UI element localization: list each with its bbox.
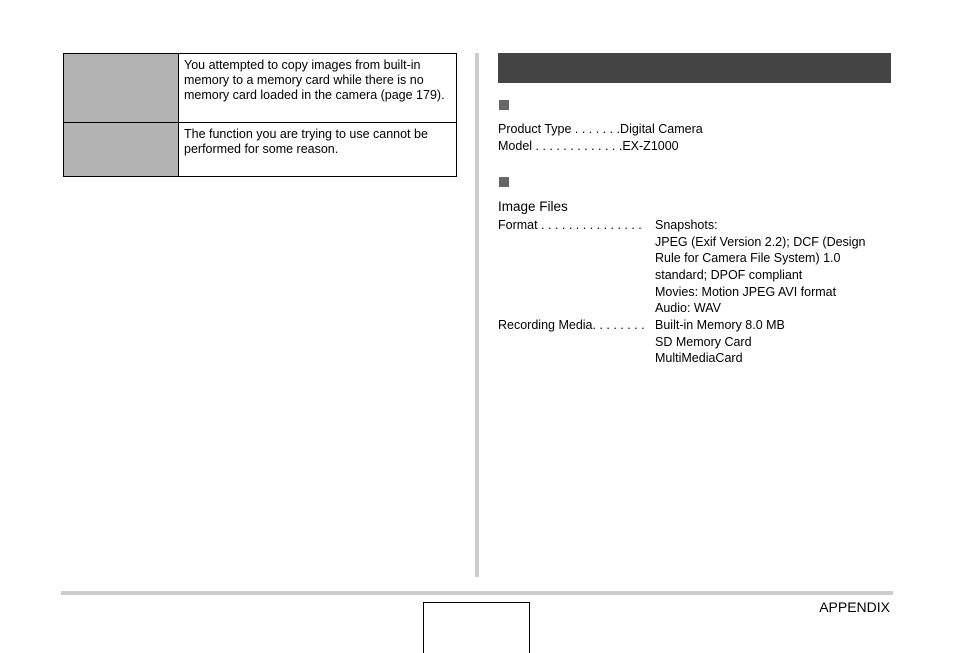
footer-section-name: APPENDIX xyxy=(819,599,890,615)
message-description-cell: The function you are trying to use cannot be performed for some reason. xyxy=(179,123,457,177)
message-description-cell: You attempted to copy images from built-in memory to a memory card while there is no memory card loaded in the camera (page 179). xyxy=(179,54,457,123)
column-divider xyxy=(475,53,479,577)
spec-model: Model . . . . . . . . . . . . .EX-Z1000 xyxy=(498,139,679,153)
table-row xyxy=(64,54,457,123)
spec-recording-media-value: MultiMediaCard xyxy=(655,351,743,365)
spec-format-value: Snapshots: xyxy=(655,218,718,232)
spec-format-value: standard; DPOF compliant xyxy=(655,268,803,282)
message-label-cell xyxy=(64,54,179,123)
spec-recording-media-label: Recording Media. . . . . . . . xyxy=(498,318,645,332)
spec-recording-media-value: Built-in Memory 8.0 MB xyxy=(655,318,785,332)
footer-divider xyxy=(61,591,893,595)
image-files-heading: Image Files xyxy=(498,199,568,214)
error-messages-table xyxy=(63,53,457,177)
spec-format-value: Audio: WAV xyxy=(655,301,721,315)
message-label-cell xyxy=(64,123,179,177)
spec-format-value: Movies: Motion JPEG AVI format xyxy=(655,285,837,299)
square-bullet-icon xyxy=(499,177,509,187)
specifications-section-header xyxy=(498,53,891,83)
page-number-box xyxy=(423,602,530,653)
spec-product-type: Product Type . . . . . . .Digital Camera xyxy=(498,122,703,136)
spec-format-label: Format . . . . . . . . . . . . . . . xyxy=(498,218,642,232)
table-row xyxy=(64,123,457,177)
spec-format-value: JPEG (Exif Version 2.2); DCF (Design xyxy=(655,235,866,249)
square-bullet-icon xyxy=(499,100,509,110)
spec-format-value: Rule for Camera File System) 1.0 xyxy=(655,251,841,265)
spec-recording-media-value: SD Memory Card xyxy=(655,335,752,349)
